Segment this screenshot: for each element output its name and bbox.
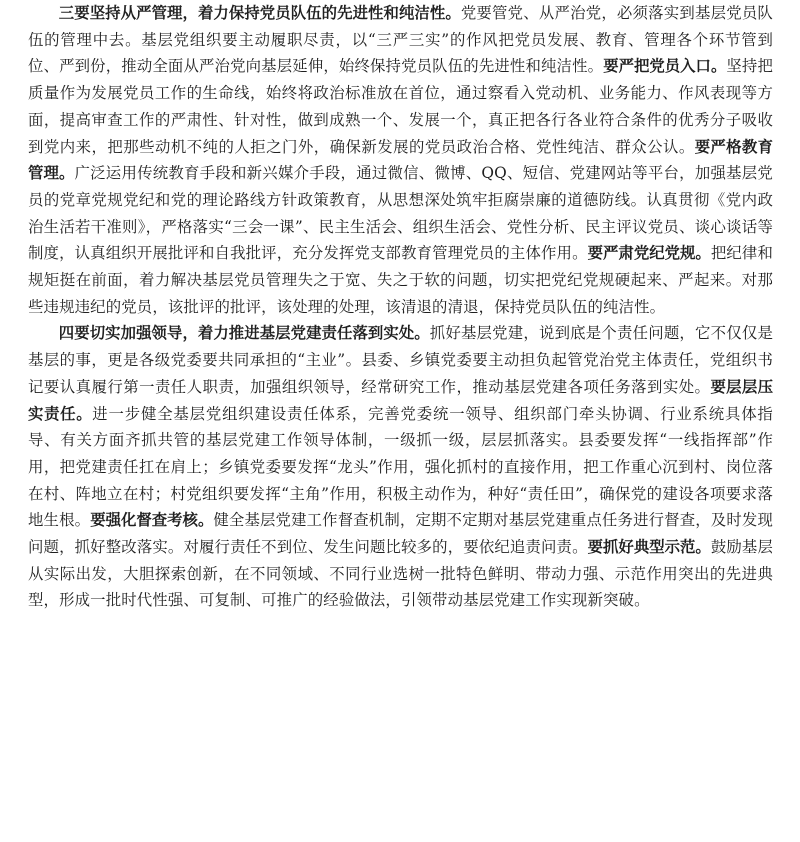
paragraph-strict-management (28, 0, 773, 320)
document-page (28, 0, 773, 842)
body-text: 健全基层党建工作督查机制，定期不定期对基层党建重点任务进行督查，及时发现问题，抓好整改落实。对履行责任不到位、发生问题比较多的，要依纪追责问责。 (28, 511, 773, 557)
subheading-supervision-assessment: 要强化督查考核。 (90, 511, 214, 530)
body-text: 党要管党、从严治党，必须落实到基层党员队伍的管理中去。基层党组织要主动履职尽责，以“三严三实”的作风把党员发展、教育、管理各个环节管到位、严到份，推动全面从严治党向基层延伸，始终保持党员队伍的先进性和纯洁性。 (28, 4, 773, 76)
subheading-party-discipline: 要严肃党纪党规。 (587, 244, 711, 263)
subheading-education-management: 要严格教育管理。 (28, 137, 773, 183)
body-text: 坚持把质量作为发展党员工作的生命线，始终将政治标准放在首位，通过察看入党动机、业务能力、作风表现等方面，提高审查工作的严肃性、针对性，做到成熟一个、发展一个，真正把各行各业符合条件的优秀分子吸收到党内来，把那些动机不纯的人拒之门外，确保新发展的党员政治合格、党性纯洁、群众公认。 (28, 57, 773, 156)
heading-strict-management: 三要坚持从严管理，着力保持党员队伍的先进性和纯洁性。 (58, 4, 461, 22)
heading-leadership-responsibility: 四要切实加强领导，着力推进基层党建责任落到实处。 (58, 324, 430, 343)
body-text: 抓好基层党建，说到底是个责任问题，它不仅仅是基层的事，更是各级党委要共同承担的“主业”。县委、乡镇党委要主动担负起管党治党主体责任，党组织书记要认真履行第一责任人职责，加强组织领导，经常研究工作，推动基层党建各项任务落到实处。 (28, 324, 773, 396)
paragraph-leadership-responsibility (28, 320, 773, 614)
subheading-model-demonstration: 要抓好典型示范。 (587, 538, 711, 557)
body-text: 把纪律和规矩挺在前面，着力解决基层党员管理失之于宽、失之于软的问题，切实把党纪党规硬起来、严起来。对那些违规违纪的党员，该批评的批评，该处理的处理，该清退的清退，保持党员队伍的纯洁性。 (28, 244, 773, 316)
body-text: 广泛运用传统教育手段和新兴媒介手段，通过微信、微博、QQ、短信、党建网站等平台，加强基层党员的党章党规党纪和党的理论路线方针政策教育，从思想深处筑牢拒腐崇廉的道德防线。认真贯彻《党内政治生活若干准则》，严格落实“三会一课”、民主生活会、组织生活会、党性分析、民主评议党员、谈心谈话等制度，认真组织开展批评和自我批评，充分发挥党支部教育管理党员的主体作用。 (28, 164, 773, 263)
body-text: 鼓励基层从实际出发，大胆探索创新，在不同领域、不同行业选树一批特色鲜明、带动力强、示范作用突出的先进典型，形成一批时代性强、可复制、可推广的经验做法，引领带动基层党建工作实现新突破。 (28, 538, 773, 610)
subheading-layered-responsibility: 要层层压实责任。 (28, 377, 773, 423)
subheading-membership-entry: 要严把党员入口。 (603, 57, 727, 76)
body-text: 进一步健全基层党组织建设责任体系，完善党委统一领导、组织部门牵头协调、行业系统具体指导、有关方面齐抓共管的基层党建工作领导体制，一级抓一级，层层抓落实。县委要发挥“一线指挥部”作用，把党建责任扛在肩上；乡镇党委要发挥“龙头”作用，强化抓村的直接作用，把工作重心沉到村、岗位落在村、阵地立在村；村党组织要发挥“主角”作用，积极主动作为，种好“责任田”，确保党的建设各项要求落地生根。 (28, 404, 773, 530)
